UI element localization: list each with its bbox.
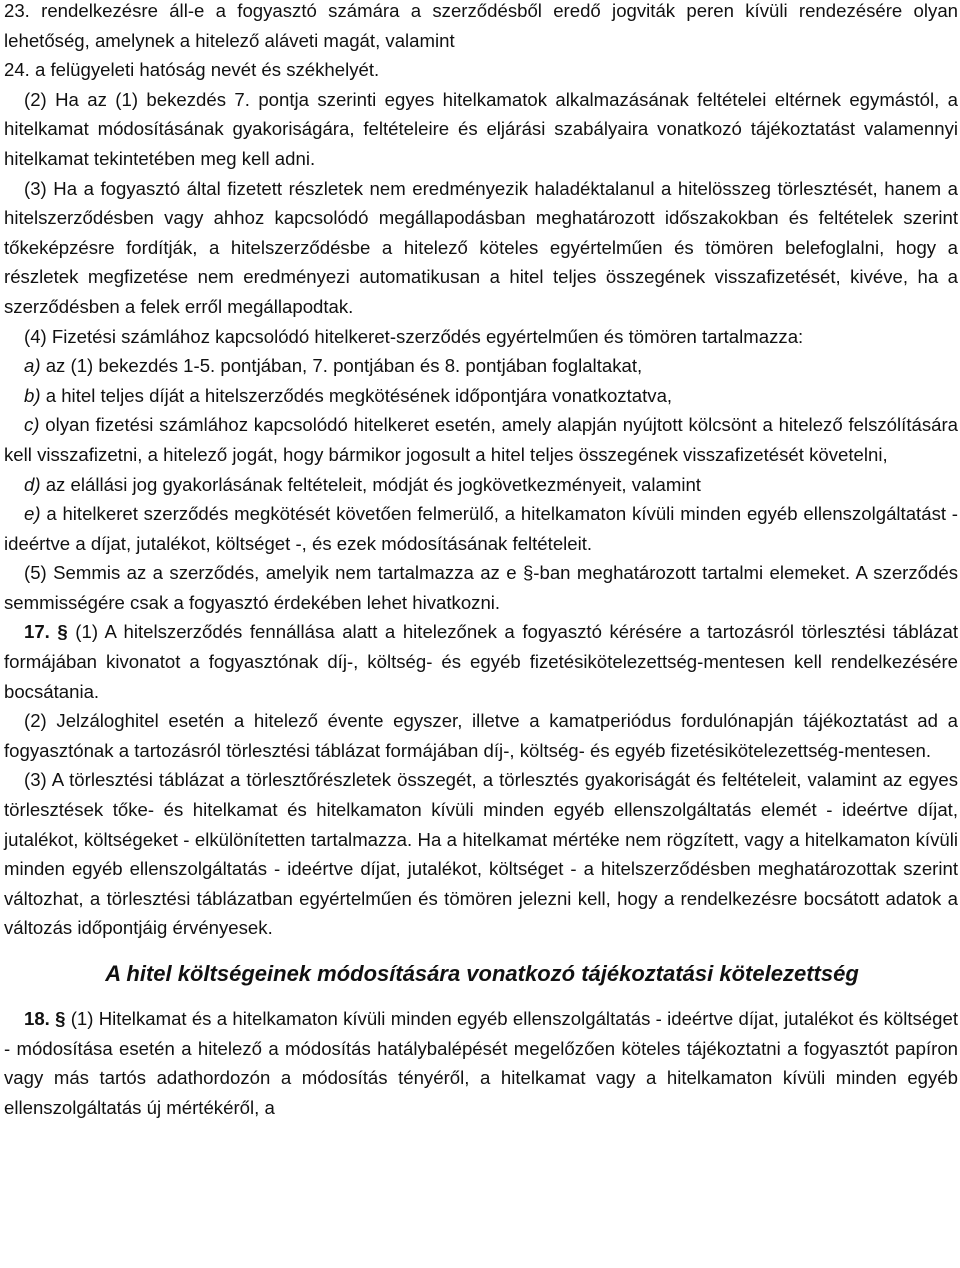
paragraph-5: (5) Semmis az a szerződés, amelyik nem tartalmazza az e §-ban meghatározott tartalmi elemeket. A szerződés semmisségére csak a fogyasztó érdekében lehet hivatkozni. (4, 562, 958, 613)
section-18-text: (1) Hitelkamat és a hitelkamaton kívüli minden egyéb ellenszolgáltatás - ideértve díjat, jutalékot és költséget - módosítása esetén a hitelező a módosítás hatálybalépését megelőzően köteles tájékoztatni a fogyasztót papíron vagy más tartós adathordozón a módosítás tényéről, a hitelkamat vagy a hitelkamaton kívüli minden egyéb ellenszolgáltatás új mértékéről, a (4, 1008, 958, 1118)
section-17-paragraph-2: (2) Jelzáloghitel esetén a hitelező évente egyszer, illetve a kamatperiódus fordulónapján tájékoztatást ad a fogyasztónak a tartozásról törlesztési táblázat formájában díj-, költség- és egyéb fizetésikötelezettség-mentesen. (4, 710, 958, 761)
list-text-e: a hitelkeret szerződés megkötését követően felmerülő, a hitelkamaton kívüli minden egyéb ellenszolgáltatást - ideértve a díjat, jutalékot, költséget -, és ezek módosításának feltételeit. (4, 503, 958, 554)
section-17-paragraph-3: (3) A törlesztési táblázat a törlesztőrészletek összegét, a törlesztés gyakoriságát és feltételeit, valamint az egyes törlesztések tőke- és hitelkamat és hitelkamaton kívüli minden egyéb ellenszolgáltatás elemét - ideértve díjat, jutalékot, költségeket - elkülönítetten tartalmazza. Ha a hitelkamat mértéke nem rögzített, vagy a hitelkamaton kívüli minden egyéb ellenszolgáltatás - ideértve díjat, jutalékot, költséget - a hitelszerződésben meghatározottak szerint változhat, a törlesztési táblázatban egyértelműen és tömören jelezni kell, hogy a rendelkezésre bocsátott adatok a változás időpontjáig érvényesek. (4, 769, 958, 939)
list-text-b: a hitel teljes díját a hitelszerződés megkötésének időpontjára vonatkoztatva, (40, 384, 673, 406)
list-text-d: az elállási jog gyakorlásának feltételeit, módját és jogkövetkezményeit, valamint (40, 473, 701, 495)
list-item-c (4, 410, 960, 469)
section-heading: A hitel költségeinek módosítására vonatkozó tájékoztatási kötelezettség (105, 961, 859, 986)
list-letter-c: c) (24, 414, 40, 436)
paragraph-4: (4) Fizetési számlához kapcsolódó hitelkeret-szerződés egyértelműen és tömören tartalmazza: (24, 325, 804, 347)
list-letter-b: b) (24, 384, 41, 406)
list-text-a: az (1) bekezdés 1-5. pontjában, 7. pontjában és 8. pontjában foglaltakat, (40, 355, 643, 377)
list-letter-e: e) (24, 503, 41, 525)
paragraph-3: (3) Ha a fogyasztó által fizetett részletek nem eredményezik haladéktalanul a hitelösszeg törlesztését, hanem a hitelszerződésben vagy ahhoz kapcsolódó megállapodásban meghatározott időszakokban és feltételek szerint tőkeképzésre fordítják, a hitelszerződésbe a hitelező köteles egyértelműen és tömören belefoglalni, hogy a részletek megfizetése nem eredményezi automatikusan a hitel teljes összegének visszafizetését, kivéve, ha a szerződésben a felek erről megállapodtak. (4, 177, 958, 317)
list-letter-d: d) (24, 473, 41, 495)
paragraph-point-23: 23. rendelkezésre áll-e a fogyasztó számára a szerződésből eredő jogviták peren kívüli rendezésére olyan lehetőség, amelynek a hitelező aláveti magát, valamint (4, 0, 958, 51)
section-17-text: (1) A hitelszerződés fennállása alatt a hitelezőnek a fogyasztó kérésére a tartozásról törlesztési táblázat formájában kivonatot a fogyasztónak díj-, költség- és egyéb fizetésikötelezettség-mentesen kell rendelkezésére bocsátania. (4, 621, 958, 702)
list-letter-a: a) (24, 355, 41, 377)
list-text-c: olyan fizetési számlához kapcsolódó hitelkeret esetén, amely alapján nyújtott kölcsönt a hitelező felszólítására kell visszafizetni, a hitelező jogát, hogy bármikor jogosult a hitel teljes összegének visszafizetését követelni, (4, 414, 958, 465)
paragraph-2: (2) Ha az (1) bekezdés 7. pontja szerinti egyes hitelkamatok alkalmazásának feltételei eltérnek egymástól, a hitelkamat módosításának gyakoriságára, feltételeire és eljárási szabályaira vonatkozó tájékoztatást valamennyi hitelkamat tekintetében meg kell adni. (4, 88, 958, 169)
section-18 (4, 1004, 960, 1122)
list-item-b (4, 381, 960, 411)
section-18-number: 18. § (24, 1008, 66, 1029)
list-item-a (4, 351, 960, 381)
list-item-d (4, 470, 960, 500)
list-item-e (4, 499, 960, 558)
paragraph-point-24: 24. a felügyeleti hatóság nevét és székhelyét. (4, 59, 380, 81)
section-17 (4, 617, 960, 706)
section-17-number: 17. § (24, 621, 68, 643)
